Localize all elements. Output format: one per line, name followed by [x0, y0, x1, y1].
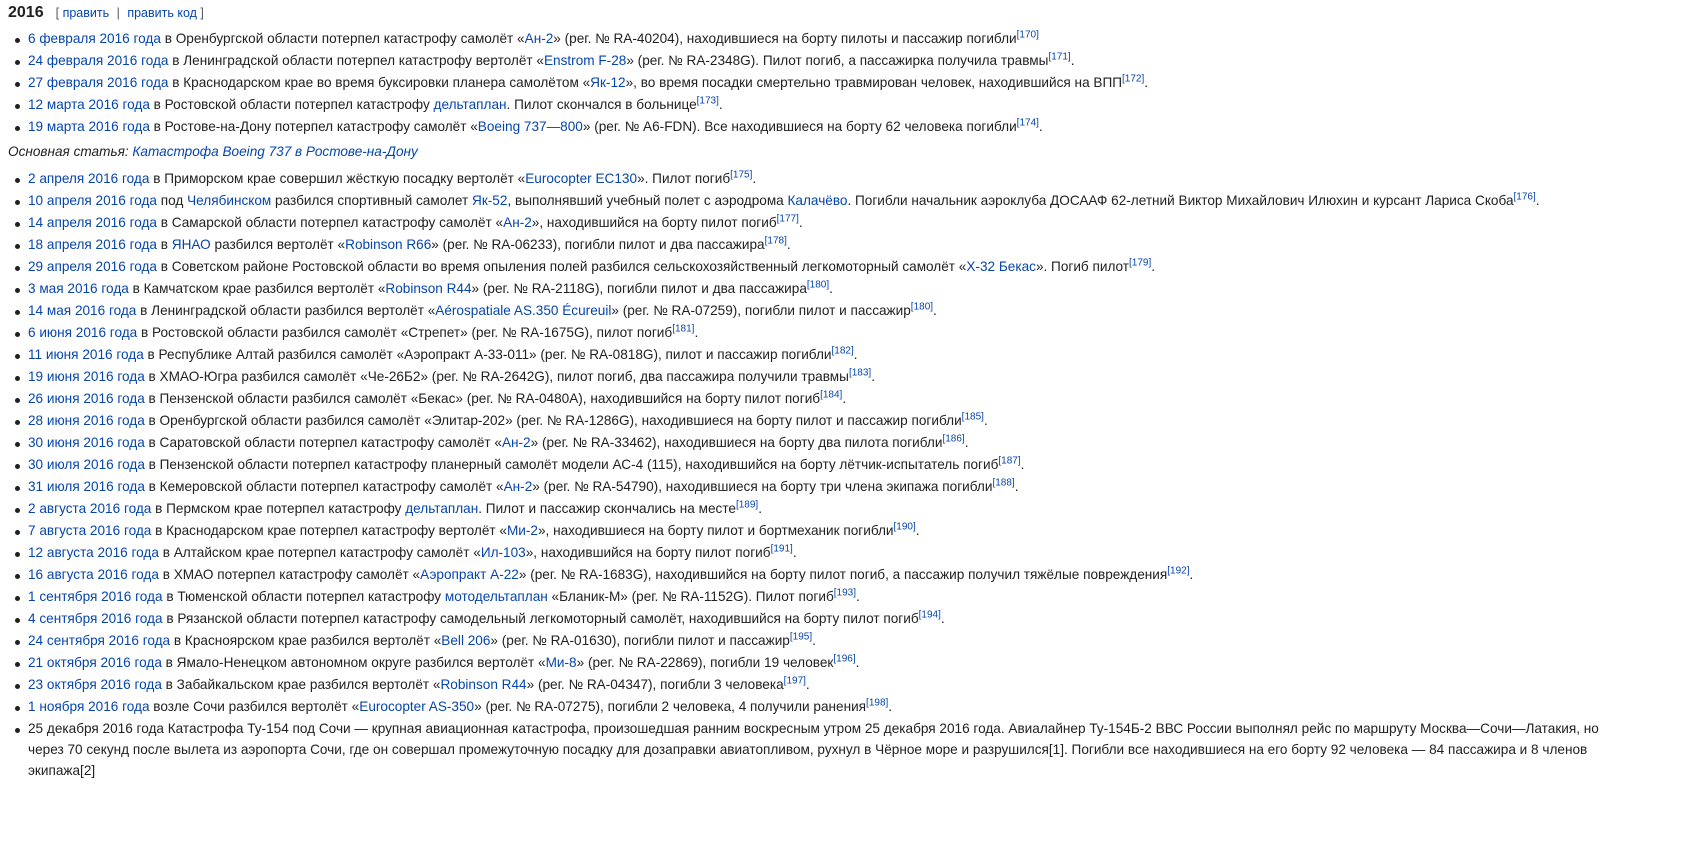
date-link[interactable]: 14 апреля 2016 года: [28, 215, 157, 230]
item-text: в Красноярском крае разбился вертолёт «: [170, 633, 442, 648]
item-text: . Погибли начальник аэроклуба ДОСААФ 62-летний Виктор Михайлович Илюхин и курсант Лариса Скоба: [847, 193, 1514, 208]
date-link[interactable]: 27 февраля 2016 года: [28, 75, 169, 90]
reference-link[interactable]: [184]: [820, 389, 843, 401]
item-end: .: [940, 611, 945, 626]
date-link[interactable]: 1 сентября 2016 года: [28, 589, 163, 604]
item-end: .: [888, 699, 893, 714]
list-item: [28, 344, 1697, 366]
list-item: [28, 72, 1697, 94]
item-text: в Краснодарском крае потерпел катастрофу вертолёт «: [151, 523, 507, 538]
reference-link[interactable]: [195]: [789, 631, 813, 643]
item-text: » (рег. № RA-06233), погибли пилот и два пассажира: [431, 237, 765, 252]
date-link[interactable]: 6 февраля 2016 года: [28, 31, 161, 46]
reference-link[interactable]: [191]: [770, 543, 793, 555]
item-text: . Пилот скончался в больнице: [506, 97, 697, 112]
reference-link[interactable]: [171]: [1048, 51, 1071, 63]
item-text: , выполнявший учебный полет с аэродрома: [507, 193, 788, 208]
reference-link[interactable]: [174]: [1016, 117, 1039, 129]
item-end: .: [1151, 259, 1156, 274]
reference-link[interactable]: [179]: [1129, 257, 1152, 269]
incident-list-2: [8, 168, 1697, 718]
reference-link[interactable]: [189]: [735, 499, 759, 511]
article-link[interactable]: Bell 206: [441, 633, 491, 648]
edit-link[interactable]: править: [62, 6, 110, 20]
item-text: в Ростовской области разбился самолёт «Стрепет» (рег. № RA-1675G), пилот погиб: [137, 325, 673, 340]
reference-link[interactable]: [193]: [833, 587, 856, 599]
item-text: в Ямало-Ненецком автономном округе разбился вертолёт «: [161, 655, 546, 670]
article-link[interactable]: Robinson R44: [385, 281, 472, 296]
article-link[interactable]: дельтаплан: [433, 97, 507, 112]
list-item-text: 25 декабря 2016 года Катастрофа Ту-154 под Сочи — крупная авиационная катастрофа, произошедшая ранним воскресным утром 25 декабря 2016 года. Авиалайнер Ту-154Б-2 ВВС России выполнял рейс по маршруту Москва—Сочи—Латакия, но через 70 секунд после вылета из аэропорта Сочи, где он совершал промежуточную посадку для дозаправки авиатопливом, рухнул в Чёрное море и разрушился[1]. Погибли все находившиеся на его борту 92 человека — 84 пассажира и 8 членов экипажа[2]: [28, 721, 1599, 778]
date-link[interactable]: 31 июля 2016 года: [28, 479, 145, 494]
item-text: в Камчатском крае разбился вертолёт «: [128, 281, 386, 296]
article-link[interactable]: Robinson R66: [345, 237, 432, 252]
list-item: [28, 322, 1697, 344]
list-item: [28, 190, 1697, 212]
item-text: в Ленинградской области потерпел катастрофу вертолёт «: [168, 53, 544, 68]
item-text: в Саратовской области потерпел катастрофу самолёт «: [144, 435, 502, 450]
reference-link[interactable]: [181]: [672, 323, 695, 335]
item-end: .: [694, 325, 699, 340]
reference-link[interactable]: [177]: [776, 213, 799, 225]
incident-list-1: [8, 28, 1697, 138]
date-link[interactable]: 6 июня 2016 года: [28, 325, 138, 340]
item-text: в Пензенской области потерпел катастрофу планерный самолёт модели АС-4 (115), находившийся на борту лётчик-испытатель погиб: [144, 457, 999, 472]
item-text: . Пилот и пассажир скончались на месте: [478, 501, 736, 516]
item-text: в Республике Алтай разбился самолёт «Аэропракт А-33-011» (рег. № RA-0818G), пилот и пассажир погибли: [143, 347, 832, 362]
item-text: », находившиеся на борту пилот и бортмеханик погибли: [537, 523, 894, 538]
reference-link[interactable]: [185]: [961, 411, 984, 423]
item-text: разбился вертолёт «: [210, 237, 346, 252]
list-item: [28, 300, 1697, 322]
item-text: » (рег. № RA-40204), находившиеся на борту пилоты и пассажир погибли: [553, 31, 1017, 46]
date-link[interactable]: 2 августа 2016 года: [28, 501, 152, 516]
reference-link[interactable]: [182]: [831, 345, 854, 357]
reference-link[interactable]: [180]: [910, 301, 934, 313]
reference-link[interactable]: [194]: [918, 609, 941, 621]
main-article-hatnote: [8, 142, 1697, 162]
item-end: .: [855, 655, 860, 670]
date-link[interactable]: 4 сентября 2016 года: [28, 611, 163, 626]
item-text: » (рег. № RA-33462), находившиеся на борту два пилота погибли: [530, 435, 943, 450]
date-link[interactable]: 30 июня 2016 года: [28, 435, 145, 450]
section-title: 2016: [8, 4, 44, 21]
article-link[interactable]: Ан-2: [501, 435, 531, 450]
item-text: в Приморском крае совершил жёсткую посадку вертолёт «: [149, 171, 526, 186]
reference-link[interactable]: [197]: [783, 675, 806, 687]
reference-link[interactable]: [196]: [833, 653, 856, 665]
item-text: ». Пилот погиб: [637, 171, 731, 186]
date-link[interactable]: 18 апреля 2016 года: [28, 237, 157, 252]
reference-link[interactable]: [176]: [1513, 191, 1536, 203]
item-text: » (рег. № RA-07275), погибли 2 человека, 4 получили ранения: [474, 699, 867, 714]
item-end: .: [915, 523, 920, 538]
article-link[interactable]: мотодельтаплан: [444, 589, 548, 604]
list-item-tu154: [28, 718, 1638, 781]
article-link[interactable]: Челябинском: [187, 193, 272, 208]
list-item: [28, 608, 1697, 630]
reference-link[interactable]: [183]: [848, 367, 872, 379]
list-item: [28, 476, 1697, 498]
reference-link[interactable]: [180]: [806, 279, 830, 291]
article-link[interactable]: дельтаплан: [405, 501, 479, 516]
article-link[interactable]: Х-32 Бекас: [966, 259, 1036, 274]
item-end: .: [871, 369, 875, 384]
item-text: в ХМАО-Югра разбился самолёт «Че-26Б2» (рег. № RA-2642G), пилот погиб, два пассажира получили травмы: [144, 369, 849, 384]
reference-link[interactable]: [175]: [730, 169, 753, 181]
list-item: [28, 520, 1697, 542]
article-link[interactable]: Ил-103: [480, 545, 526, 560]
reference-link[interactable]: [190]: [893, 521, 916, 533]
section-heading: [8, 4, 1697, 22]
list-item: [28, 454, 1697, 476]
item-end: .: [798, 215, 803, 230]
item-end: .: [1020, 457, 1025, 472]
hatnote-link[interactable]: Катастрофа Boeing 737 в Ростове-на-Дону: [132, 144, 418, 159]
item-end: .: [842, 391, 847, 406]
item-end: .: [933, 303, 937, 318]
item-end: .: [964, 435, 969, 450]
item-text: возле Сочи разбился вертолёт «: [149, 699, 360, 714]
date-link[interactable]: 29 апреля 2016 года: [28, 259, 157, 274]
item-end: .: [1038, 119, 1043, 134]
edit-code-link[interactable]: править код: [127, 6, 197, 20]
item-end: .: [853, 347, 858, 362]
date-link[interactable]: 30 июля 2016 года: [28, 457, 145, 472]
item-end: .: [758, 501, 762, 516]
item-text: в Ленинградской области разбился вертолёт «: [136, 303, 436, 318]
item-text: в Краснодарском крае во время буксировки планера самолётом «: [168, 75, 591, 90]
list-item: [28, 50, 1697, 72]
article-link[interactable]: Ми-2: [506, 523, 538, 538]
item-text: » (рег. № RA-07259), погибли пилот и пассажир: [611, 303, 911, 318]
item-text: в Кемеровской области потерпел катастрофу самолёт «: [144, 479, 504, 494]
list-item: [28, 652, 1697, 674]
list-item: [28, 586, 1697, 608]
edit-section-links: [56, 6, 204, 20]
date-link[interactable]: 21 октября 2016 года: [28, 655, 162, 670]
edit-bracket-open: [: [55, 6, 60, 20]
article-link[interactable]: Ан-2: [503, 479, 533, 494]
item-text: », во время посадки смертельно травмирован человек, находившийся на ВПП: [625, 75, 1123, 90]
item-text: » (рег. № RA-1683G), находившийся на борту пилот погиб, а пассажир получил тяжёлые повреждения: [518, 567, 1168, 582]
item-end: .: [718, 97, 723, 112]
item-text: » (рег. № RA-01630), погибли пилот и пассажир: [490, 633, 790, 648]
item-end: .: [1014, 479, 1019, 494]
date-link[interactable]: 2 апреля 2016 года: [28, 171, 150, 186]
reference-link[interactable]: [188]: [992, 477, 1015, 489]
article-link[interactable]: Як-12: [590, 75, 626, 90]
item-text: », находившийся на борту пилот погиб: [525, 545, 771, 560]
edit-bracket-close: ]: [200, 6, 204, 20]
item-text: ». Погиб пилот: [1035, 259, 1130, 274]
item-text: в: [157, 237, 172, 252]
item-text: в Тюменской области потерпел катастрофу: [162, 589, 445, 604]
item-text: в Оренбургской области разбился самолёт «Элитар-202» (рег. № RA-1286G), находившиеся на борту пилот и пассажир погибли: [144, 413, 962, 428]
article-link[interactable]: Калачёво: [787, 193, 848, 208]
item-text: » (рег. № RA-2118G), погибли пилот и два пассажира: [471, 281, 807, 296]
item-text: в Пермском крае потерпел катастрофу: [151, 501, 406, 516]
article-link[interactable]: Як-52: [472, 193, 508, 208]
date-link[interactable]: 26 июня 2016 года: [28, 391, 145, 406]
date-link[interactable]: 7 августа 2016 года: [28, 523, 152, 538]
item-text: », находившийся на борту пилот погиб: [531, 215, 777, 230]
item-end: .: [786, 237, 791, 252]
list-item: [28, 498, 1697, 520]
item-end: .: [856, 589, 860, 604]
list-item: [28, 366, 1697, 388]
article-link[interactable]: ЯНАО: [171, 237, 211, 252]
list-item: [28, 432, 1697, 454]
reference-link[interactable]: [187]: [998, 455, 1021, 467]
date-link[interactable]: 24 февраля 2016 года: [28, 53, 169, 68]
article-link[interactable]: Boeing 737—800: [477, 119, 583, 134]
list-item: [28, 28, 1697, 50]
item-end: .: [752, 171, 757, 186]
date-link[interactable]: 10 апреля 2016 года: [28, 193, 157, 208]
list-item: [28, 696, 1697, 718]
item-text: в Советском районе Ростовской области во время опыления полей разбился сельскохозяйственный легкомоторный самолёт «: [157, 259, 967, 274]
list-item: [28, 410, 1697, 432]
list-item: [28, 630, 1697, 652]
date-link[interactable]: 19 марта 2016 года: [28, 119, 150, 134]
date-link[interactable]: 1 ноября 2016 года: [28, 699, 150, 714]
date-link[interactable]: 12 марта 2016 года: [28, 97, 150, 112]
item-end: .: [812, 633, 816, 648]
item-text: в Пензенской области разбился самолёт «Бекас» (рег. № RA-0480A), находившийся на борту пилот погиб: [144, 391, 821, 406]
article-link[interactable]: Аэропракт А-22: [420, 567, 519, 582]
item-text: в Ростове-на-Дону потерпел катастрофу самолёт «: [149, 119, 478, 134]
date-link[interactable]: 19 июня 2016 года: [28, 369, 145, 384]
list-item: [28, 94, 1697, 116]
date-link[interactable]: 28 июня 2016 года: [28, 413, 145, 428]
item-text: » (рег. № RA-04347), погибли 3 человека: [526, 677, 784, 692]
reference-link[interactable]: [170]: [1016, 29, 1039, 41]
incident-list-3: [8, 718, 1697, 781]
item-text: в Рязанской области потерпел катастрофу самодельный легкомоторный самолёт, находившийся на борту пилот погиб: [162, 611, 919, 626]
date-link[interactable]: 23 октября 2016 года: [28, 677, 162, 692]
item-end: .: [805, 677, 810, 692]
item-end: .: [1189, 567, 1194, 582]
article-link[interactable]: Enstrom F-28: [543, 53, 627, 68]
hatnote-prefix: Основная статья:: [8, 144, 133, 159]
item-text: в Забайкальском крае разбился вертолёт «: [161, 677, 441, 692]
item-text: в Оренбургской области потерпел катастрофу самолёт «: [160, 31, 525, 46]
item-end: .: [1144, 75, 1149, 90]
article-link[interactable]: Ан-2: [524, 31, 554, 46]
item-end: .: [792, 545, 797, 560]
reference-link[interactable]: [173]: [696, 95, 719, 107]
list-item: [28, 256, 1697, 278]
article-link[interactable]: Ан-2: [503, 215, 532, 230]
reference-link[interactable]: [178]: [764, 235, 787, 247]
item-end: .: [829, 281, 833, 296]
item-text: в ХМАО потерпел катастрофу самолёт «: [158, 567, 421, 582]
list-item: [28, 542, 1697, 564]
date-link[interactable]: 11 июня 2016 года: [28, 347, 144, 362]
article-link[interactable]: Ми-8: [545, 655, 577, 670]
item-text: » (рег. № A6-FDN). Все находившиеся на борту 62 человека погибли: [582, 119, 1017, 134]
article-link[interactable]: Eurocopter EC130: [525, 171, 638, 186]
list-item: [28, 388, 1697, 410]
reference-link[interactable]: [172]: [1122, 73, 1145, 85]
list-item: [28, 212, 1697, 234]
date-link[interactable]: 14 мая 2016 года: [28, 303, 137, 318]
list-item: [28, 278, 1697, 300]
list-item: [28, 116, 1697, 138]
item-text: в Самарской области потерпел катастрофу самолёт «: [157, 215, 504, 230]
edit-separator: |: [116, 6, 120, 20]
date-link[interactable]: 24 сентября 2016 года: [28, 633, 171, 648]
item-end: .: [983, 413, 988, 428]
date-link[interactable]: 12 августа 2016 года: [28, 545, 159, 560]
date-link[interactable]: 3 мая 2016 года: [28, 281, 129, 296]
list-item: [28, 234, 1697, 256]
list-item: [28, 564, 1697, 586]
item-text: в Ростовской области потерпел катастрофу: [149, 97, 434, 112]
item-end: .: [1535, 193, 1540, 208]
item-end: .: [1070, 53, 1075, 68]
item-text: » (рег. № RA-22869), погибли 19 человек: [576, 655, 834, 670]
item-text: разбился спортивный самолет: [271, 193, 473, 208]
reference-link[interactable]: [192]: [1167, 565, 1190, 577]
item-text: в Алтайском крае потерпел катастрофу самолёт «: [158, 545, 481, 560]
item-text: под: [157, 193, 188, 208]
article-link[interactable]: Eurocopter AS-350: [359, 699, 475, 714]
item-text: «Бланик-М» (рег. № RA-1152G). Пилот погиб: [547, 589, 834, 604]
reference-link[interactable]: [198]: [866, 697, 889, 709]
article-link[interactable]: Robinson R44: [440, 677, 527, 692]
list-item: [28, 168, 1697, 190]
list-item: [28, 674, 1697, 696]
reference-link[interactable]: [186]: [942, 433, 965, 445]
item-text: » (рег. № RA-54790), находившиеся на борту три члена экипажа погибли: [532, 479, 993, 494]
item-text: » (рег. № RA-2348G). Пилот погиб, а пассажирка получила травмы: [626, 53, 1049, 68]
date-link[interactable]: 16 августа 2016 года: [28, 567, 159, 582]
article-link[interactable]: Aérospatiale AS.350 Écureuil: [435, 303, 612, 318]
